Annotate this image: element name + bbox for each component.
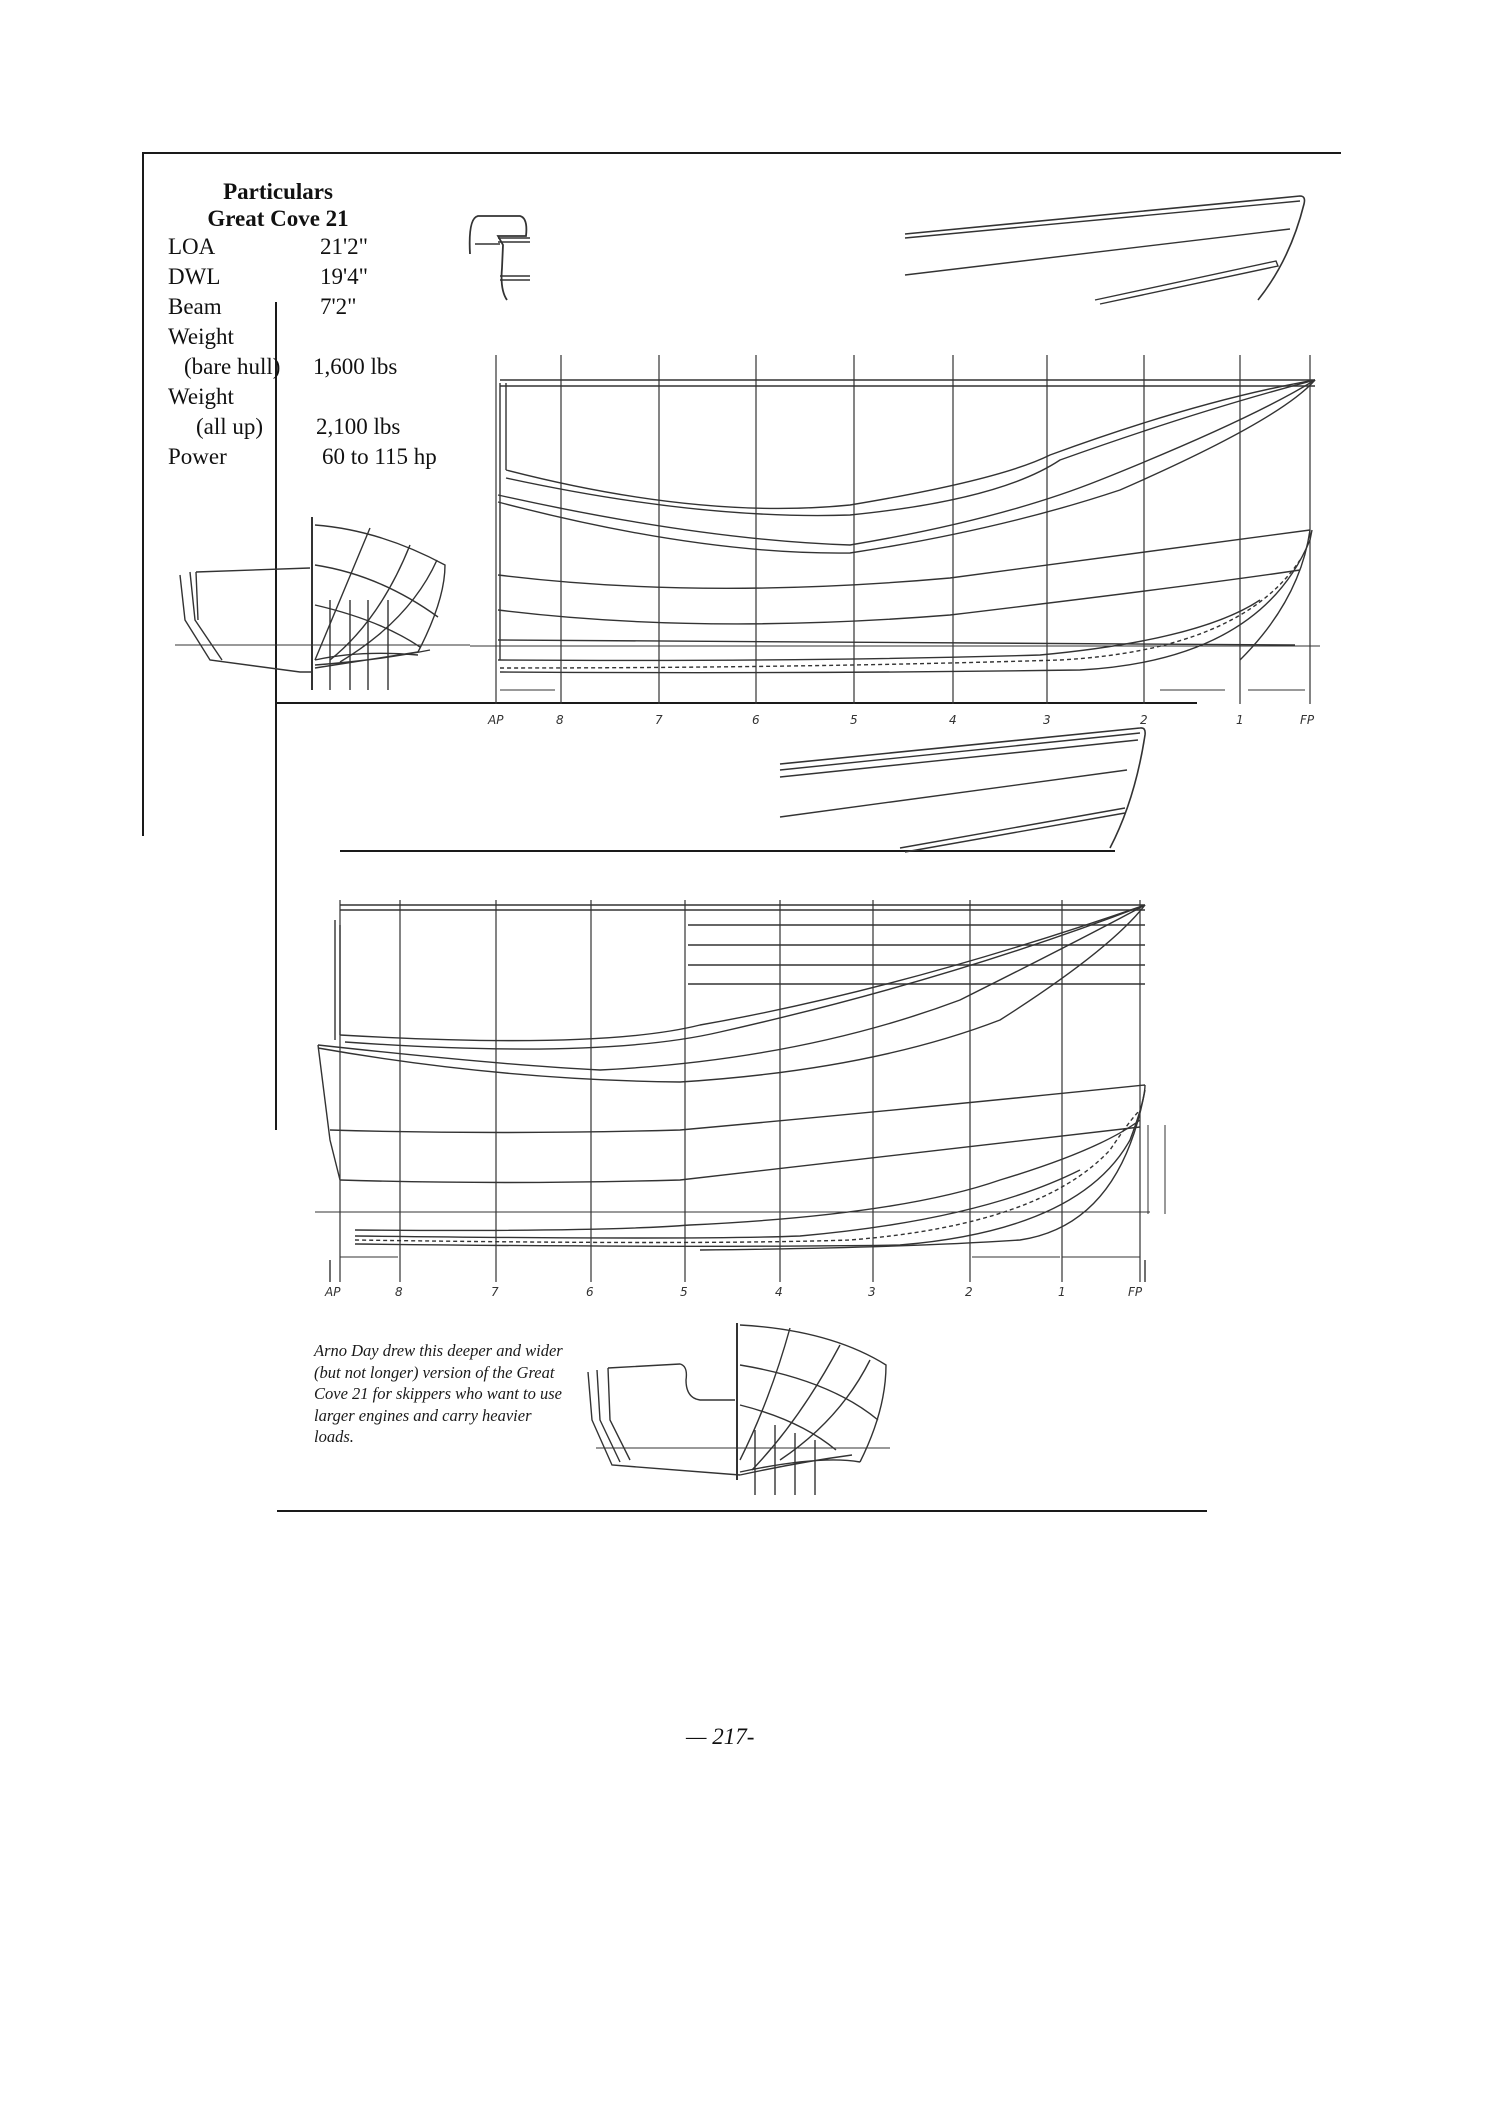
spec-label: Weight (168, 384, 234, 409)
station-label: 3 (868, 1285, 876, 1299)
spec-value: 21'2" (320, 234, 369, 259)
station-label: 6 (586, 1285, 594, 1299)
station-label: 2 (965, 1285, 973, 1299)
spec-label: Beam (168, 294, 222, 319)
spec-label: (bare hull) (184, 354, 281, 379)
page-number: — 217- (686, 1724, 755, 1749)
bow-profile-top (905, 196, 1305, 304)
station-label: 5 (680, 1285, 688, 1299)
station-label: 2 (1140, 713, 1148, 727)
station-labels-2 (324, 1285, 1143, 1299)
station-label: FP (1300, 713, 1315, 727)
spec-label: DWL (168, 264, 221, 289)
station-label: 7 (491, 1285, 499, 1299)
station-label: 5 (850, 713, 858, 727)
bow-profile-middle (780, 728, 1145, 852)
figure-caption: Arno Day drew this deeper and wider (but not longer) version of the Great Cove 21 for skippers who want to use larger engines and carry heavier loads. (314, 1341, 563, 1446)
spec-label: Weight (168, 324, 234, 349)
particulars-subheading: Great Cove 21 (207, 206, 349, 231)
station-label: 8 (395, 1285, 403, 1299)
spec-value: 7'2" (320, 294, 357, 319)
station-label: 3 (1043, 713, 1051, 727)
particulars-heading: Particulars (223, 179, 333, 204)
station-label: 6 (752, 713, 760, 727)
lines-drawing-2 (315, 900, 1165, 1282)
station-label: 1 (1058, 1285, 1066, 1299)
spec-value: 2,100 lbs (316, 414, 401, 439)
transom-detail (470, 216, 530, 300)
station-label: FP (1128, 1285, 1143, 1299)
station-labels-1 (487, 713, 1315, 727)
lines-drawing-1 (470, 355, 1320, 704)
spec-value: 1,600 lbs (313, 354, 398, 379)
spec-label: (all up) (196, 414, 264, 439)
spec-label: Power (168, 444, 227, 469)
station-label: 1 (1236, 713, 1244, 727)
spec-value: 60 to 115 hp (322, 444, 437, 469)
station-label: AP (325, 1285, 341, 1299)
station-label: 4 (775, 1285, 783, 1299)
station-label: 7 (655, 713, 663, 727)
spec-label: LOA (168, 234, 216, 259)
station-label: AP (488, 713, 504, 727)
body-plan-2 (588, 1323, 890, 1495)
body-plan-1 (175, 517, 470, 690)
spec-value: 19'4" (320, 264, 369, 289)
station-label: 8 (556, 713, 564, 727)
station-label: 4 (949, 713, 957, 727)
